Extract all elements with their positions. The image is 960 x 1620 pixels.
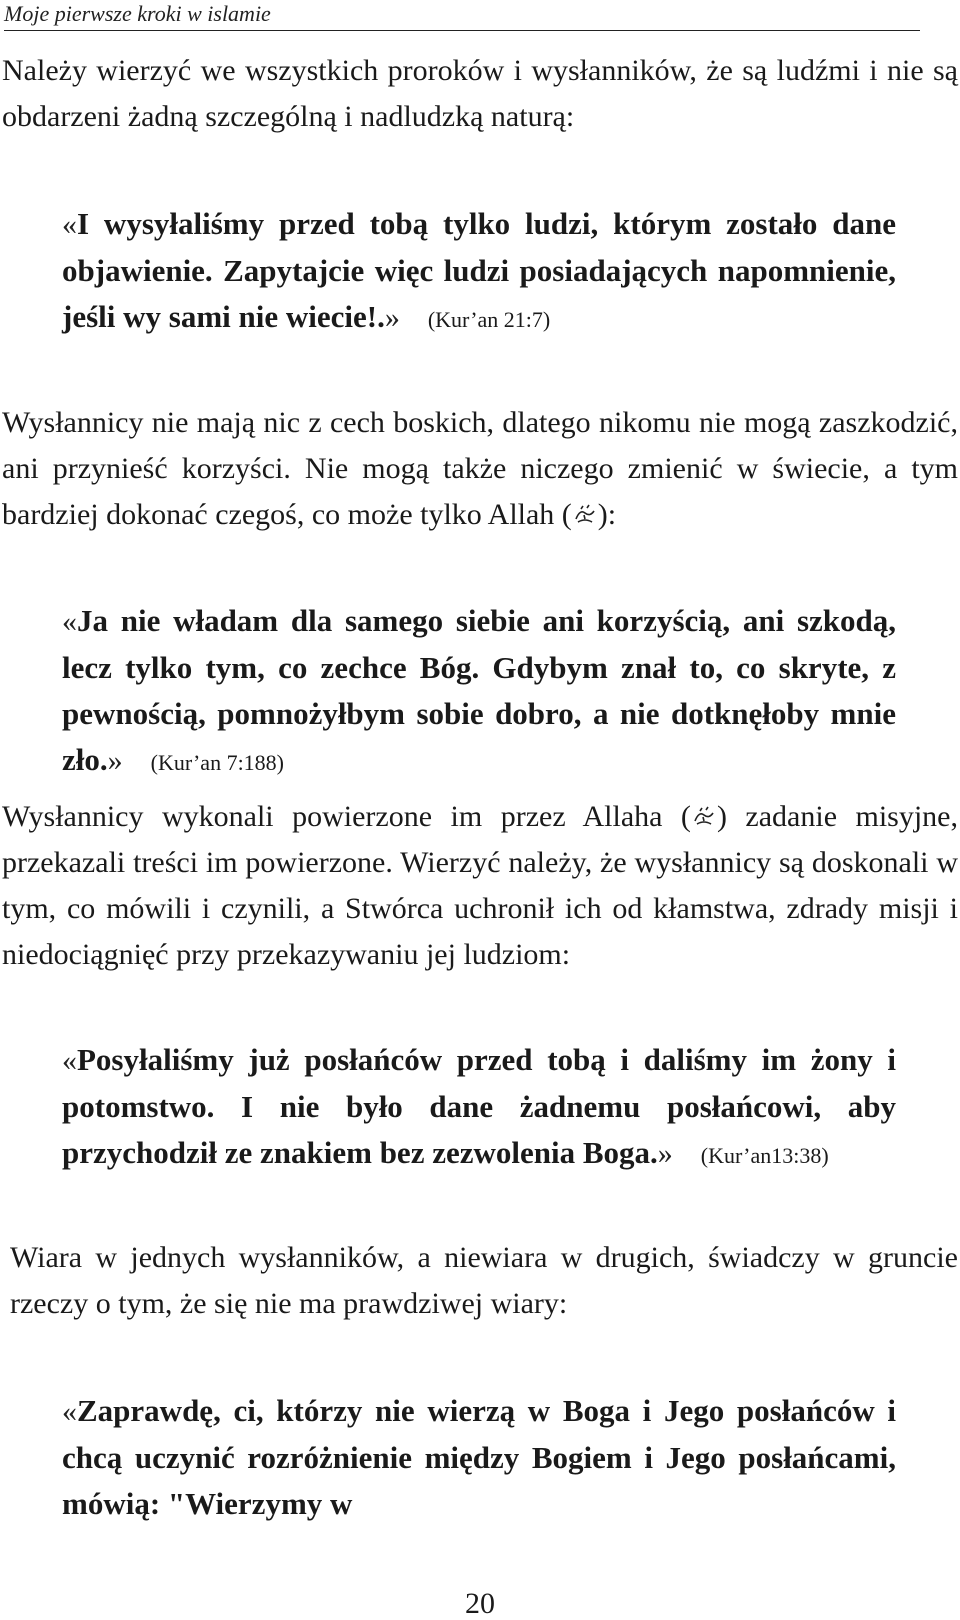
ta-ala-ligature-icon: [572, 501, 598, 527]
quote-open-ornament: «: [62, 605, 77, 638]
quote-reference: (Kur’an 21:7): [427, 307, 551, 332]
quran-quote-4-150: [62, 1388, 896, 1527]
quote-open-ornament: «: [62, 1044, 77, 1077]
quote-reference: (Kur’an 7:188): [150, 750, 285, 775]
quote-text: Posyłaliśmy już posłańców przed tobą i daliśmy im żony i potomstwo. I nie było dane żadnemu posłańcowi, aby przychodził ze znakiem bez zezwolenia Boga.: [62, 1042, 896, 1170]
quote-text: I wysyłaliśmy przed tobą tylko ludzi, którym zostało dane objawienie. Zapytajcie więc ludzi posiadających napomnienie, jeśli wy sami nie wiecie!.: [62, 206, 896, 334]
paragraph-mission-fulfilled: Wysłannicy wykonali powierzone im przez Allaha ( ) zadanie misyjne, przekazali treści im powierzone. Wierzyć należy, że wysłannicy są doskonali w tym, co mówili i czynili, a Stwórca uchronił ich od kłamstwa, zdrady misji i niedociągnięć przy przekazywaniu jej ludziom:: [2, 800, 958, 971]
quran-quote-7-188: [62, 598, 896, 786]
quote-close-ornament: »: [384, 301, 400, 334]
quote-text: Zaprawdę, ci, którzy nie wierzą w Boga i Jego posłańców i chcą uczynić rozróżnienie między Bogiem i Jego posłańcami, mówią: "Wierzymy w: [62, 1393, 896, 1521]
ta-ala-ligature-icon: [691, 803, 717, 829]
quote-open-ornament: «: [62, 1395, 77, 1428]
quote-close-ornament: »: [107, 744, 123, 777]
header-title: Moje pierwsze kroki w islamie: [4, 1, 271, 26]
quote-reference: (Kur’an13:38): [700, 1143, 829, 1168]
paragraph-no-divine-traits: Wysłannicy nie mają nic z cech boskich, dlatego nikomu nie mogą zaszkodzić, ani przynieść korzyści. Nie mogą także niczego zmienić w świecie, a tym bardziej dokonać czegoś, co może tylko Allah ( ):: [2, 406, 958, 531]
quote-open-ornament: «: [62, 208, 77, 241]
paragraph-prophets-human: Należy wierzyć we wszystkich proroków i wysłanników, że są ludźmi i nie są obdarzeni żadną szczególną i nadludzką naturą:: [2, 54, 958, 133]
running-header: [4, 0, 920, 31]
paragraph-partial-belief: Wiara w jednych wysłanników, a niewiara w drugich, świadczy w gruncie rzeczy o tym, że się nie ma prawdziwej wiary:: [10, 1241, 958, 1320]
quran-quote-13-38: [62, 1037, 896, 1179]
quote-text: Ja nie władam dla samego siebie ani korzyścią, ani szkodą, lecz tylko tym, co zechce Bóg. Gdybym znał to, co skryte, z pewnością, pomnożyłbym sobie dobro, a nie dotknęłoby mnie zło.: [62, 603, 896, 777]
page-number: 20: [465, 1587, 495, 1620]
quran-quote-21-7: [62, 201, 896, 343]
quote-close-ornament: »: [657, 1137, 673, 1170]
